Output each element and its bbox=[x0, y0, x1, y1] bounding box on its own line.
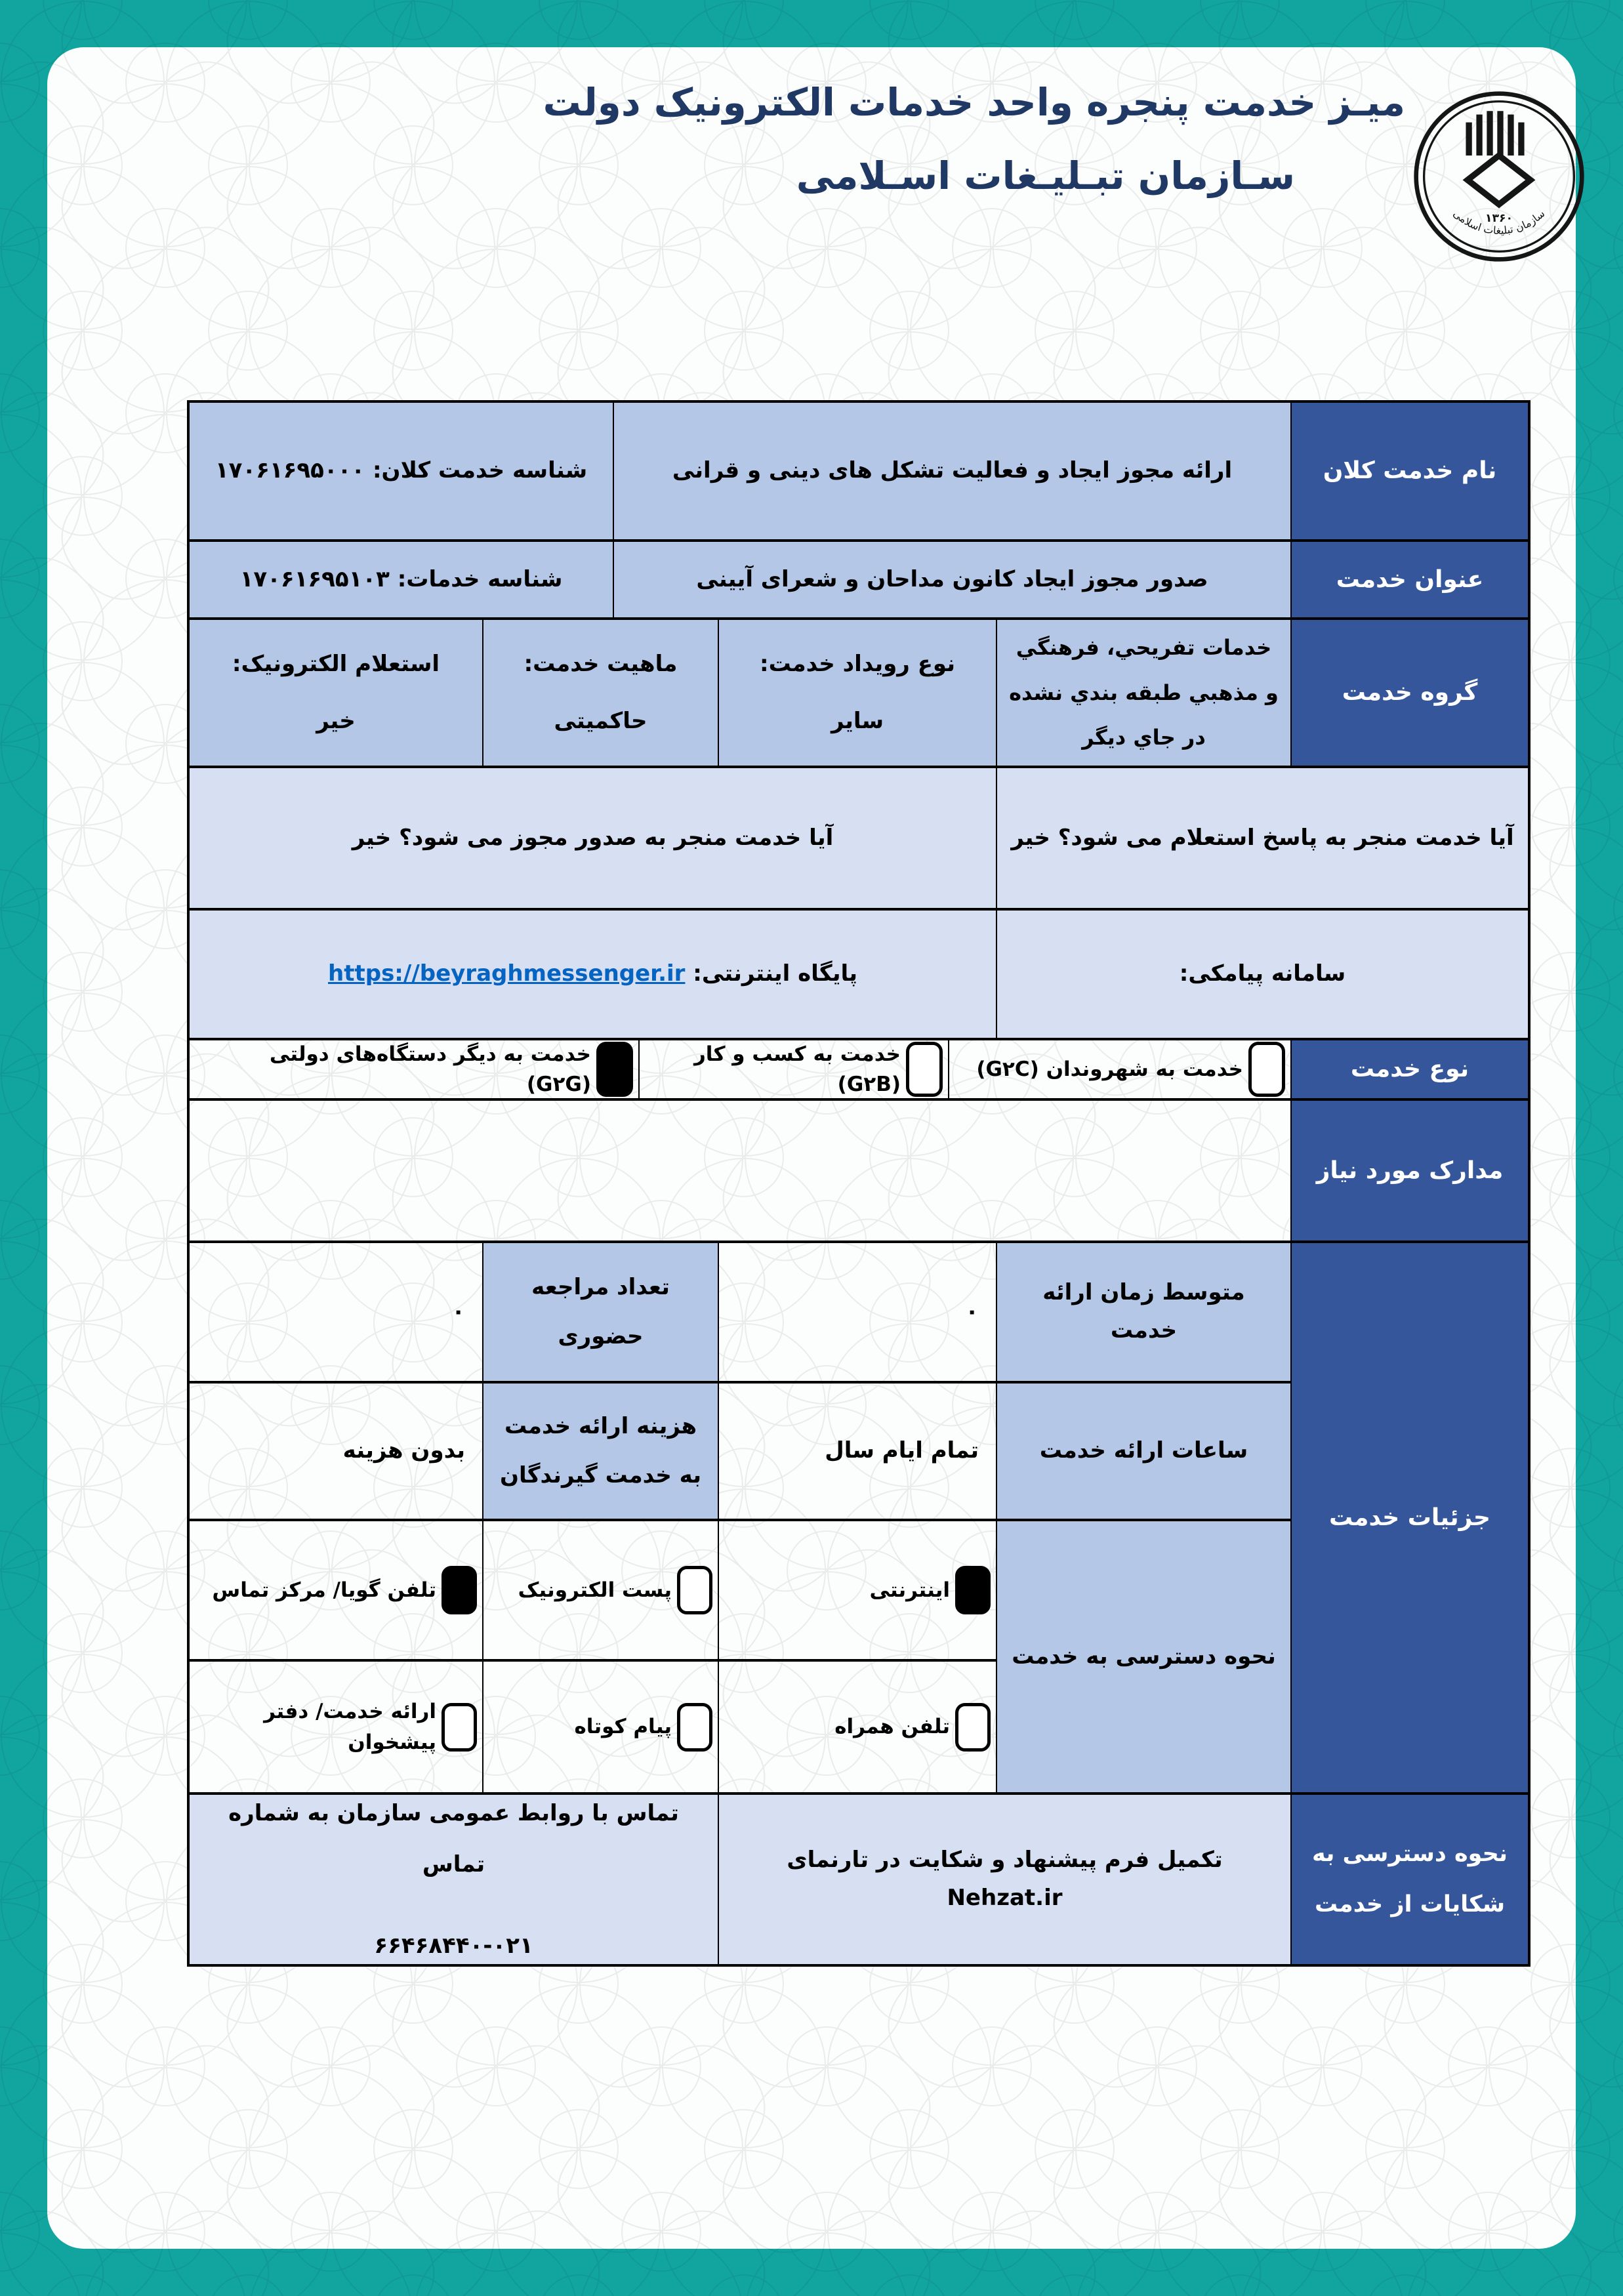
counter-label: ارائه خدمت/ دفتر پیشخوان bbox=[264, 1700, 436, 1754]
electronic-inquiry bbox=[190, 617, 482, 766]
organization-logo bbox=[1412, 89, 1586, 264]
service-info-table bbox=[187, 400, 1531, 1967]
access-option-email bbox=[482, 1519, 718, 1659]
mobile-label: تلفن همراه bbox=[834, 1715, 950, 1739]
logo-icon bbox=[1412, 89, 1586, 264]
service-type-option-g2b bbox=[638, 1038, 948, 1098]
g2c-checkbox[interactable] bbox=[1248, 1042, 1285, 1097]
website-link[interactable]: https://beyraghmessenger.ir bbox=[328, 960, 686, 987]
leads-to-permit-question: آیا خدمت منجر به صدور مجوز می شود؟ خیر bbox=[190, 766, 996, 908]
complaints-form-cell: تکمیل فرم پیشنهاد و شکایت در تارنمای Nehzat.ir bbox=[718, 1792, 1290, 1964]
service-event-type bbox=[718, 617, 996, 766]
g2b-label: خدمت به کسب و کار (G۲B) bbox=[693, 1042, 901, 1096]
service-nature bbox=[482, 617, 718, 766]
complaints-phone-text: تماس با روابط عمومی سازمان به شماره تماس bbox=[228, 1799, 679, 1877]
electronic-inquiry-value: خیر bbox=[316, 708, 356, 734]
required-documents-content bbox=[190, 1098, 1290, 1240]
g2c-label: خدمت به شهروندان (G۲C) bbox=[976, 1057, 1243, 1081]
organization-name: سـازمان تبـلیـغات اسـلامی bbox=[796, 154, 1295, 198]
complaints-phone-cell bbox=[190, 1792, 718, 1964]
access-method-label: نحوه دسترسی به خدمت bbox=[996, 1519, 1290, 1792]
service-type-option-g2c bbox=[948, 1038, 1290, 1098]
macro-service-name: ارائه مجوز ایجاد و فعالیت تشکل های دینی و قرانی bbox=[613, 403, 1290, 539]
page-title: میـز خدمت پنجره واحد خدمات الکترونیک دولت bbox=[543, 80, 1405, 125]
visit-count-value: ۰ bbox=[190, 1240, 482, 1381]
internet-label: اینترنتی bbox=[869, 1578, 950, 1602]
access-option-mobile bbox=[718, 1659, 996, 1792]
counter-checkbox[interactable] bbox=[442, 1703, 477, 1752]
service-type-option-g2g bbox=[190, 1038, 638, 1098]
service-id: شناسه خدمات: ۱۷۰۶۱۶۹۵۱۰۳ bbox=[190, 539, 613, 617]
website-label: پایگاه اینترنتی: bbox=[693, 960, 857, 987]
row-label-required-documents: مدارک مورد نیاز bbox=[1290, 1098, 1528, 1240]
service-nature-label: ماهیت خدمت: bbox=[524, 651, 678, 678]
service-title: صدور مجوز ایجاد کانون مداحان و شعرای آیینی bbox=[613, 539, 1290, 617]
g2g-label: خدمت به دیگر دستگاه‌های دولتی (G۲G) bbox=[269, 1042, 591, 1096]
g2b-checkbox[interactable] bbox=[906, 1042, 943, 1097]
header-titles bbox=[543, 80, 1405, 198]
electronic-inquiry-label: استعلام الکترونیک: bbox=[232, 651, 440, 678]
service-group-value: خدمات تفريحي، فرهنگي و مذهبي طبقه بندي نشده در جاي ديگر bbox=[996, 617, 1290, 766]
email-label: پست الکترونیک bbox=[518, 1578, 672, 1602]
service-event-type-value: سایر bbox=[831, 708, 884, 734]
internet-checkbox[interactable] bbox=[955, 1566, 991, 1614]
sms-system-label: سامانه پیامکی: bbox=[996, 908, 1528, 1038]
complaints-phone-number: ۶۶۴۶۸۴۴۰-۰۲۱ bbox=[374, 1933, 533, 1959]
avg-time-value: ۰ bbox=[718, 1240, 996, 1381]
g2g-checkbox[interactable] bbox=[596, 1042, 633, 1097]
row-label-service-type: نوع خدمت bbox=[1290, 1038, 1528, 1098]
row-label-service-group: گروه خدمت bbox=[1290, 617, 1528, 766]
logo-curved-text: سازمان تبلیغات اسلامی bbox=[1450, 207, 1548, 237]
email-checkbox[interactable] bbox=[677, 1566, 712, 1614]
sms-label: پیام کوتاه bbox=[574, 1715, 672, 1739]
access-option-sms bbox=[482, 1659, 718, 1792]
visit-count-label: تعداد مراجعه حضوری bbox=[482, 1240, 718, 1381]
sms-checkbox[interactable] bbox=[677, 1703, 712, 1752]
service-cost-value: بدون هزینه bbox=[190, 1381, 482, 1519]
service-nature-value: حاکمیتی bbox=[554, 708, 647, 734]
service-hours-label: ساعات ارائه خدمت bbox=[996, 1381, 1290, 1519]
ivr-checkbox[interactable] bbox=[442, 1566, 477, 1614]
access-option-internet bbox=[718, 1519, 996, 1659]
website-cell bbox=[190, 908, 996, 1038]
service-hours-value: تمام ایام سال bbox=[718, 1381, 996, 1519]
avg-time-label: متوسط زمان ارائه خدمت bbox=[996, 1240, 1290, 1381]
row-label-complaints-access: نحوه دسترسی به شکایات از خدمت bbox=[1290, 1792, 1528, 1964]
row-label-service-details: جزئیات خدمت bbox=[1290, 1240, 1528, 1792]
ivr-label: تلفن گویا/ مرکز تماس bbox=[212, 1578, 436, 1602]
kufic-calligraphy-icon bbox=[1466, 111, 1524, 155]
row-label-macro-service: نام خدمت کلان bbox=[1290, 403, 1528, 539]
logo-year: ۱۳۶۰ bbox=[1485, 212, 1513, 226]
service-event-type-label: نوع رویداد خدمت: bbox=[760, 651, 955, 678]
row-label-service-title: عنوان خدمت bbox=[1290, 539, 1528, 617]
leads-to-inquiry-question: آیا خدمت منجر به پاسخ استعلام می شود؟ خیر bbox=[996, 766, 1528, 908]
macro-service-id: شناسه خدمت کلان: ۱۷۰۶۱۶۹۵۰۰۰ bbox=[190, 403, 613, 539]
mobile-checkbox[interactable] bbox=[955, 1703, 991, 1752]
service-cost-label: هزینه ارائه خدمت به خدمت گیرندگان bbox=[482, 1381, 718, 1519]
access-option-counter bbox=[190, 1659, 482, 1792]
access-option-ivr bbox=[190, 1519, 482, 1659]
